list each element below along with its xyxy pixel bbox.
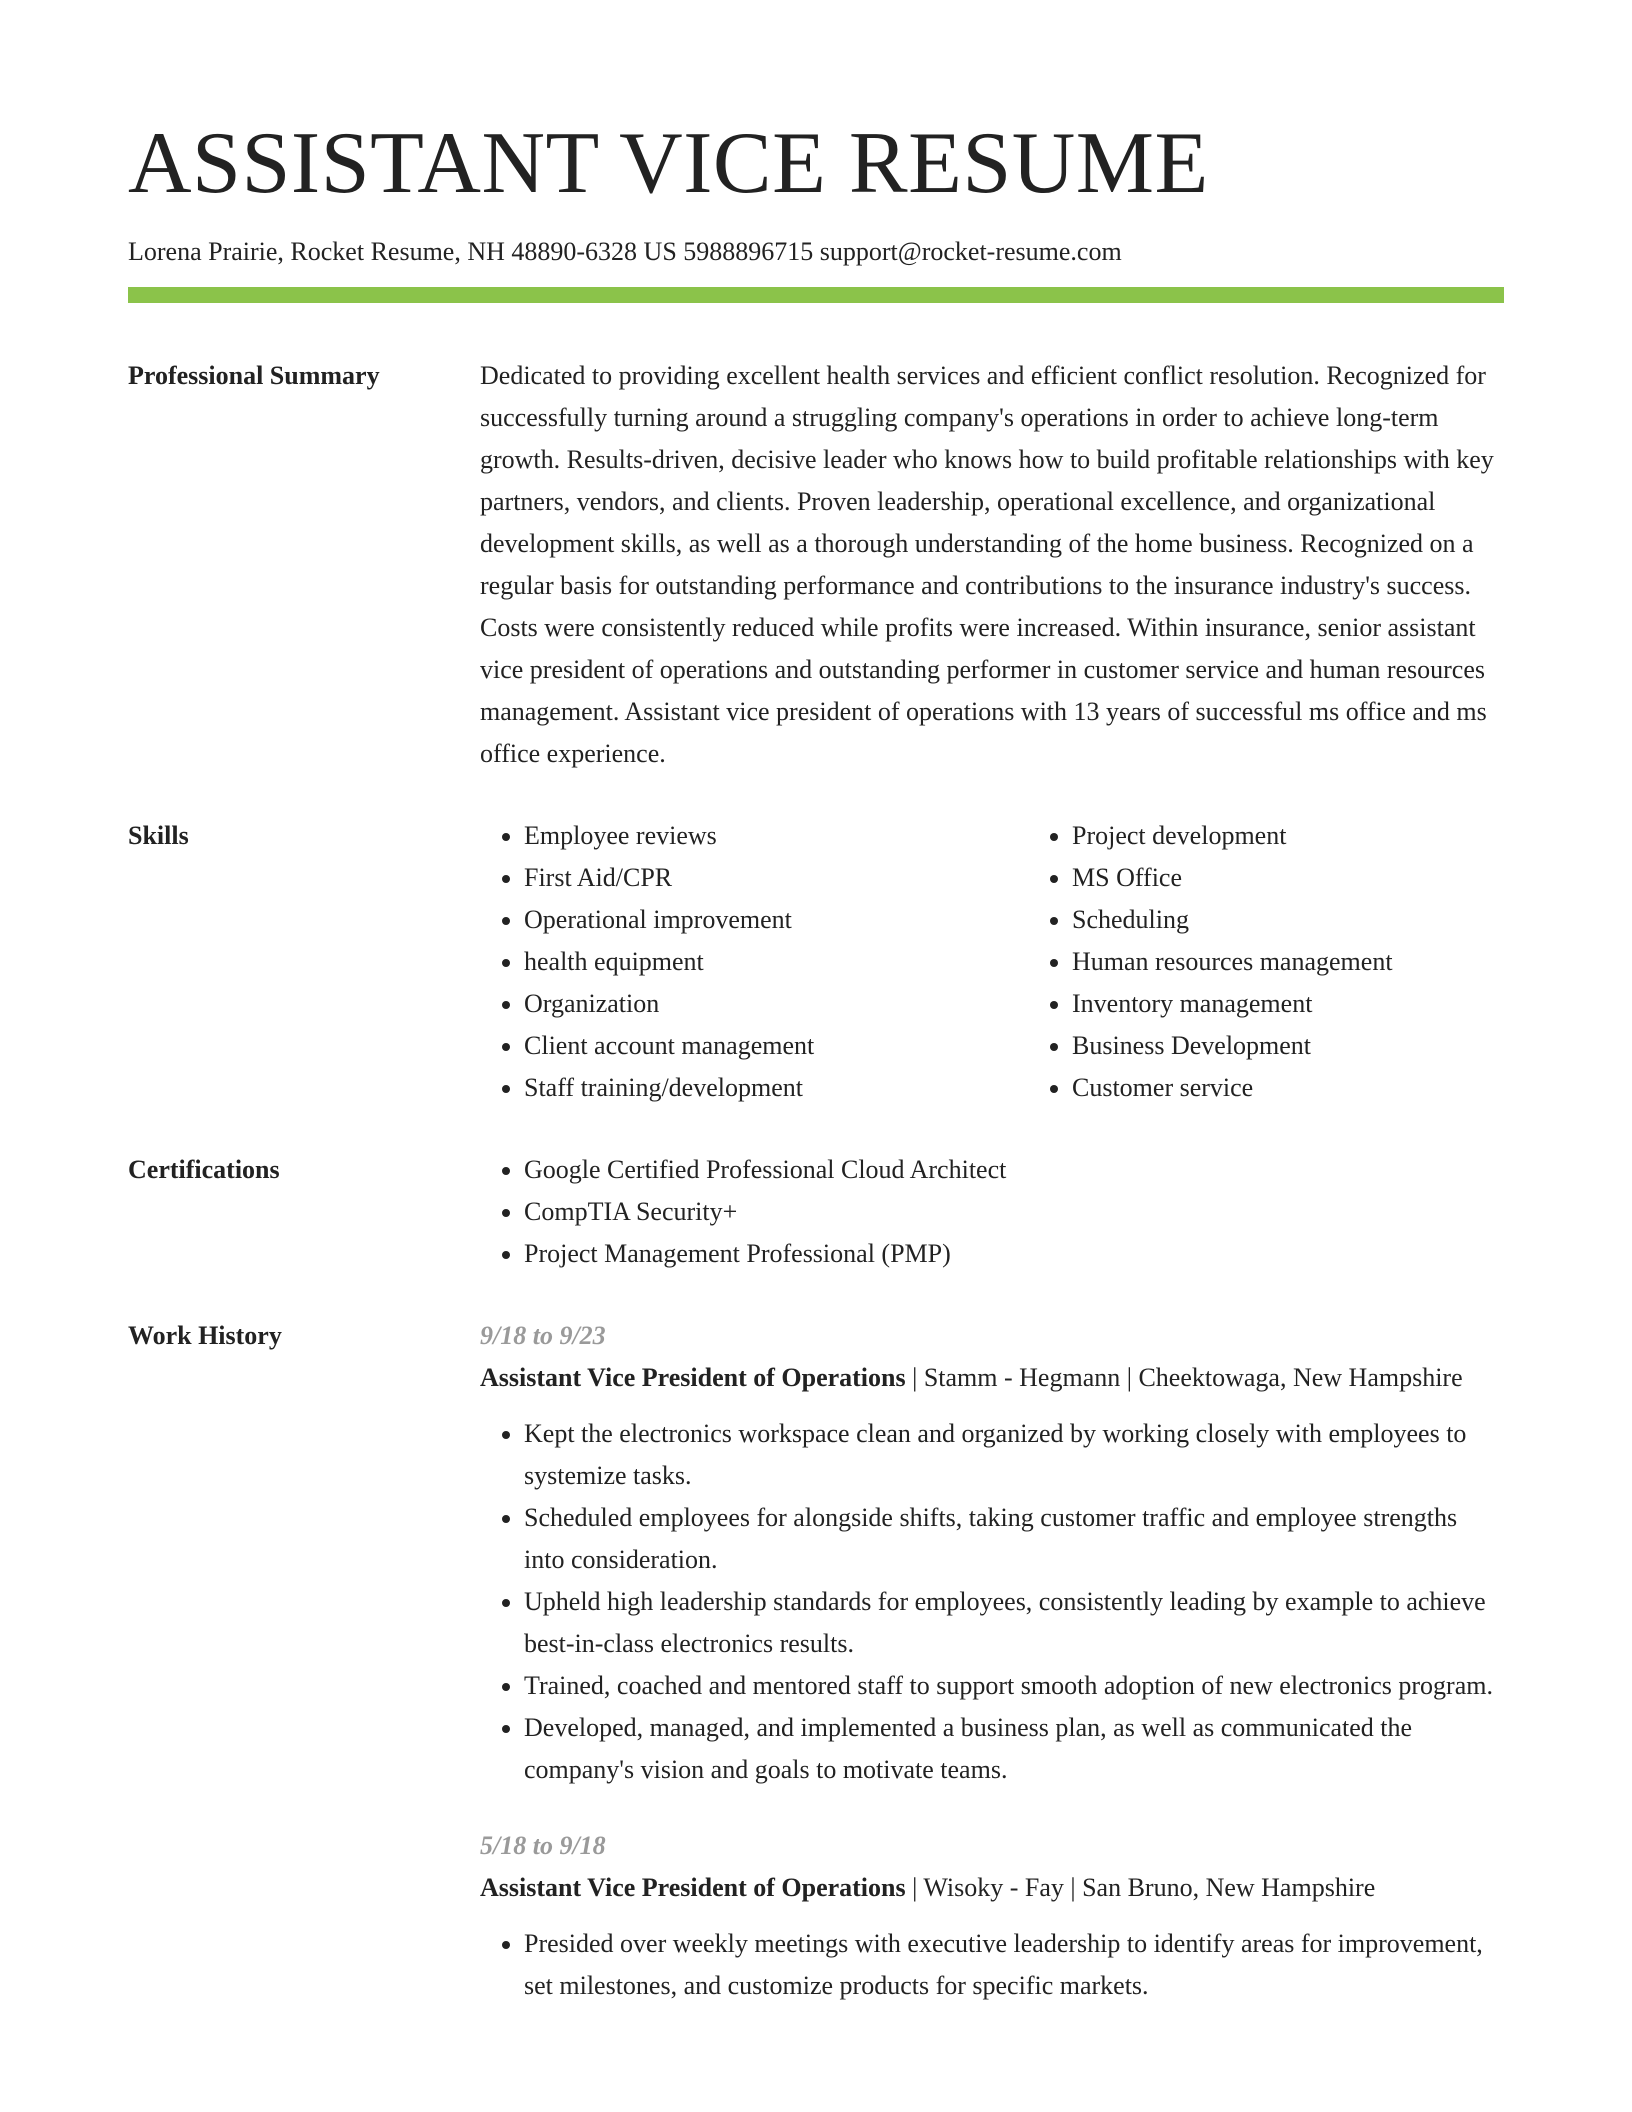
summary-section	[128, 355, 1504, 775]
list-item: • Staff training/development	[524, 1067, 1028, 1109]
resume-page	[128, 115, 1504, 2041]
job-details: | Stamm - Hegmann | Cheektowaga, New Hampshire	[905, 1363, 1463, 1393]
list-item: • Human resources management	[1072, 941, 1504, 983]
job-dates: 5/18 to 9/18	[480, 1831, 606, 1861]
job-bullet: • Scheduled employees for alongside shifts, taking customer traffic and employee strengths into consideration.	[524, 1497, 1504, 1581]
certifications-section	[128, 1149, 1504, 1275]
section-body	[480, 1149, 1504, 1275]
certifications-list	[480, 1149, 1504, 1275]
list-item: • CompTIA Security+	[524, 1191, 1504, 1233]
list-item: • First Aid/CPR	[524, 857, 1028, 899]
job-title: Assistant Vice President of Operations	[480, 1363, 906, 1393]
list-item: • Inventory management	[1072, 983, 1504, 1025]
section-label: Certifications	[128, 1155, 280, 1185]
list-item: • Project Management Professional (PMP)	[524, 1233, 1504, 1275]
job-list	[480, 1315, 1504, 2041]
list-item: • Customer service	[1072, 1067, 1504, 1109]
list-item: • Client account management	[524, 1025, 1028, 1067]
job-heading	[480, 1357, 1504, 1399]
job-bullet: • Developed, managed, and implemented a business plan, as well as communicated the company's vision and goals to motivate teams.	[524, 1707, 1504, 1791]
job-entry	[480, 1825, 1504, 2007]
list-item: • MS Office	[1072, 857, 1504, 899]
skills-list-right	[1028, 815, 1504, 1109]
list-item: • Scheduling	[1072, 899, 1504, 941]
skills-columns	[480, 815, 1504, 1109]
list-item: • Employee reviews	[524, 815, 1028, 857]
job-dates: 9/18 to 9/23	[480, 1321, 606, 1351]
skills-list-left	[480, 815, 1028, 1109]
summary-text: Dedicated to providing excellent health services and efficient conflict resolution. Recognized for successfully turning around a struggling company's operations in order to achieve long-term growth. Results-driven, decisive leader who knows how to build profitable relationships with key partners, vendors, and clients. Proven leadership, operational excellence, and organizational development skills, as well as a thorough understanding of the home business. Recognized on a regular basis for outstanding performance and contributions to the insurance industry's success. Costs were consistently reduced while profits were increased. Within insurance, senior assistant vice president of operations and outstanding performer in customer service and human resources management. Assistant vice president of operations with 13 years of successful ms office and ms office experience.	[480, 361, 1494, 769]
job-entry	[480, 1315, 1504, 1791]
job-bullet: • Kept the electronics workspace clean and organized by working closely with employees to systemize tasks.	[524, 1413, 1504, 1497]
section-label: Professional Summary	[128, 361, 380, 391]
job-bullets	[480, 1923, 1504, 2007]
section-label: Skills	[128, 821, 189, 851]
list-item: • Operational improvement	[524, 899, 1028, 941]
list-item: • health equipment	[524, 941, 1028, 983]
job-title: Assistant Vice President of Operations	[480, 1873, 906, 1903]
job-bullet: • Trained, coached and mentored staff to support smooth adoption of new electronics program.	[524, 1665, 1504, 1707]
job-bullets	[480, 1413, 1504, 1791]
job-details: | Wisoky - Fay | San Bruno, New Hampshire	[905, 1873, 1376, 1903]
list-item: • Google Certified Professional Cloud Architect	[524, 1149, 1504, 1191]
job-bullet: • Presided over weekly meetings with executive leadership to identify areas for improvement, set milestones, and customize products for specific markets.	[524, 1923, 1504, 2007]
skills-section	[128, 815, 1504, 1109]
accent-divider	[128, 287, 1504, 303]
resume-title: ASSISTANT VICE RESUME	[128, 115, 1209, 212]
list-item: • Project development	[1072, 815, 1504, 857]
section-label: Work History	[128, 1321, 282, 1351]
job-bullet: • Upheld high leadership standards for employees, consistently leading by example to achieve best-in-class electronics results.	[524, 1581, 1504, 1665]
list-item: • Organization	[524, 983, 1028, 1025]
work-history-section	[128, 1315, 1504, 2041]
job-heading	[480, 1867, 1504, 1909]
section-body	[480, 355, 1504, 775]
contact-line: Lorena Prairie, Rocket Resume, NH 48890-6328 US 5988896715 support@rocket-resume.com	[128, 237, 1122, 266]
list-item: • Business Development	[1072, 1025, 1504, 1067]
